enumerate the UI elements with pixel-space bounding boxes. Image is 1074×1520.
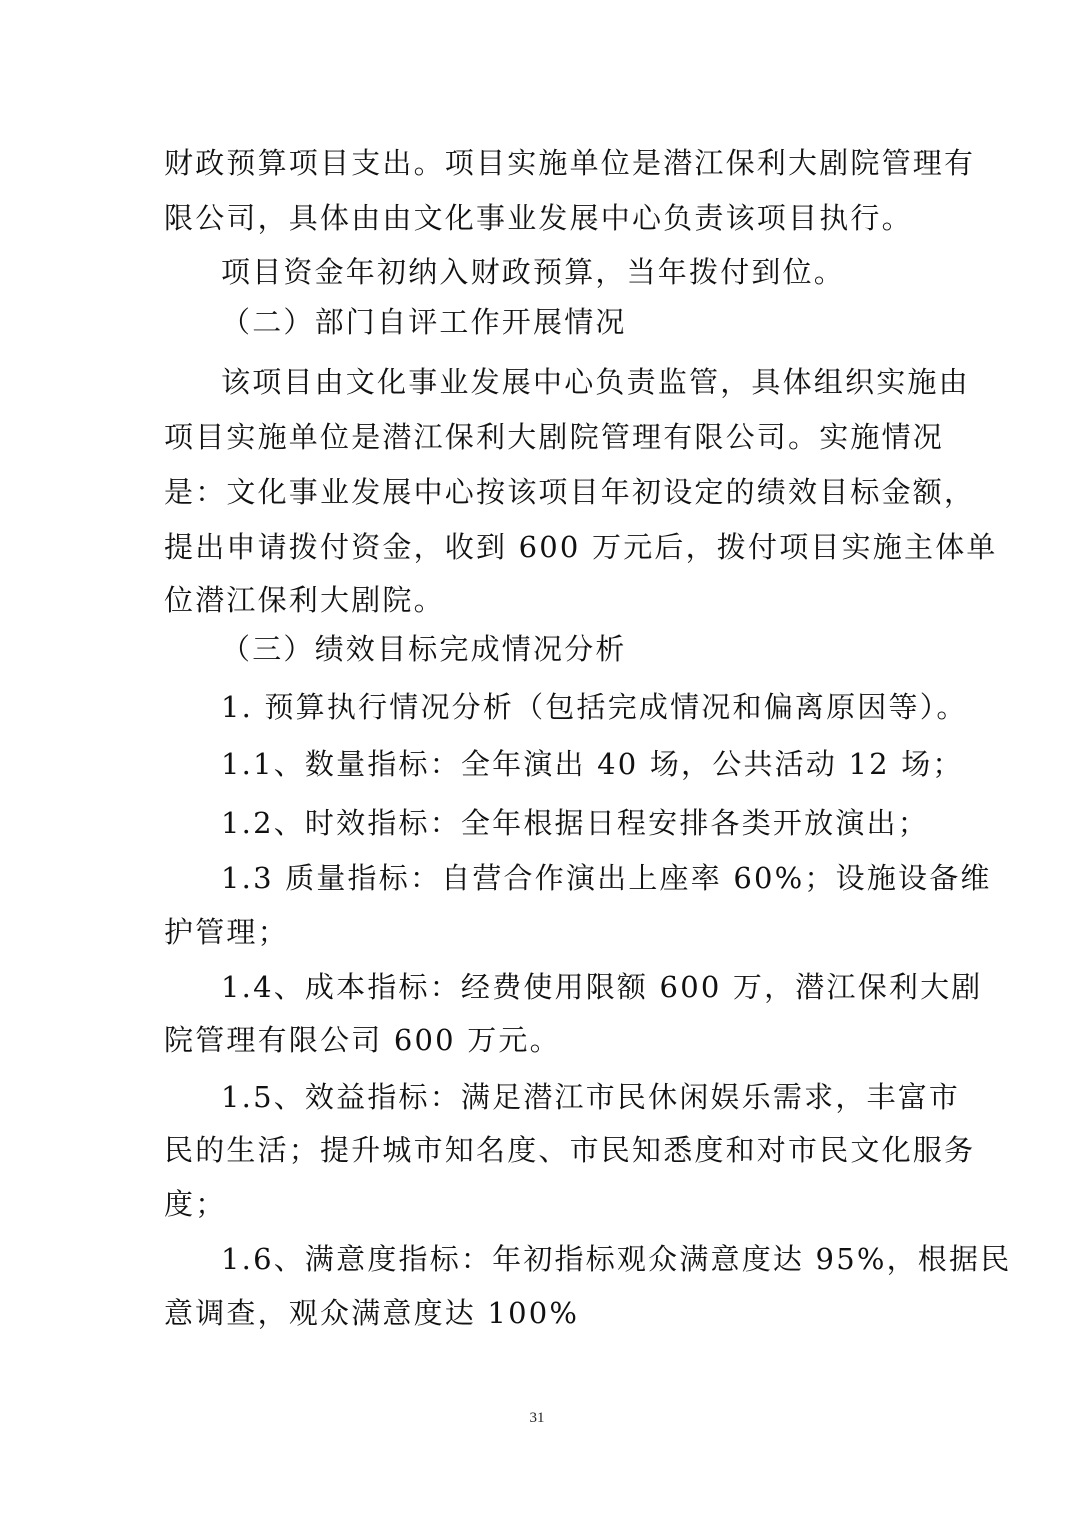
text-line: 1.2、时效指标：全年根据日程安排各类开放演出； <box>221 806 929 840</box>
text-line: 该项目由文化事业发展中心负责监管，具体组织实施由 <box>221 365 970 399</box>
text-line: 1.6、满意度指标：年初指标观众满意度达 95%，根据民 <box>221 1242 1012 1276</box>
text-line: 1.5、效益指标：满足潜江市民休闲娱乐需求，丰富市 <box>221 1080 961 1114</box>
text-line: 院管理有限公司 600 万元。 <box>164 1023 561 1057</box>
text-line: 1. 预算执行情况分析（包括完成情况和偏离原因等）。 <box>221 690 968 724</box>
text-line: 是：文化事业发展中心按该项目年初设定的绩效目标金额， <box>164 475 976 509</box>
text-line: 提出申请拨付资金，收到 600 万元后，拨付项目实施主体单 <box>164 530 998 564</box>
text-line: 1.4、成本指标：经费使用限额 600 万，潜江保利大剧 <box>221 970 983 1004</box>
section-heading: （三）绩效目标完成情况分析 <box>221 632 627 666</box>
text-line: 项目资金年初纳入财政预算，当年拨付到位。 <box>221 255 846 289</box>
text-line: 护管理； <box>164 915 289 949</box>
text-line: 财政预算项目支出。项目实施单位是潜江保利大剧院管理有 <box>164 146 976 180</box>
text-line: 项目实施单位是潜江保利大剧院管理有限公司。实施情况 <box>164 420 945 454</box>
text-line: 1.1、数量指标：全年演出 40 场，公共活动 12 场； <box>221 747 964 781</box>
text-line: 意调查，观众满意度达 100% <box>164 1296 580 1330</box>
text-line: 1.3 质量指标：自营合作演出上座率 60%；设施设备维 <box>221 861 992 895</box>
text-line: 限公司，具体由由文化事业发展中心负责该项目执行。 <box>164 201 913 235</box>
text-line: 民的生活；提升城市知名度、市民知悉度和对市民文化服务 <box>164 1133 976 1167</box>
text-line: 度； <box>164 1187 227 1221</box>
section-heading: （二）部门自评工作开展情况 <box>221 305 627 339</box>
page-number: 31 <box>529 1410 545 1426</box>
text-line: 位潜江保利大剧院。 <box>164 583 445 617</box>
